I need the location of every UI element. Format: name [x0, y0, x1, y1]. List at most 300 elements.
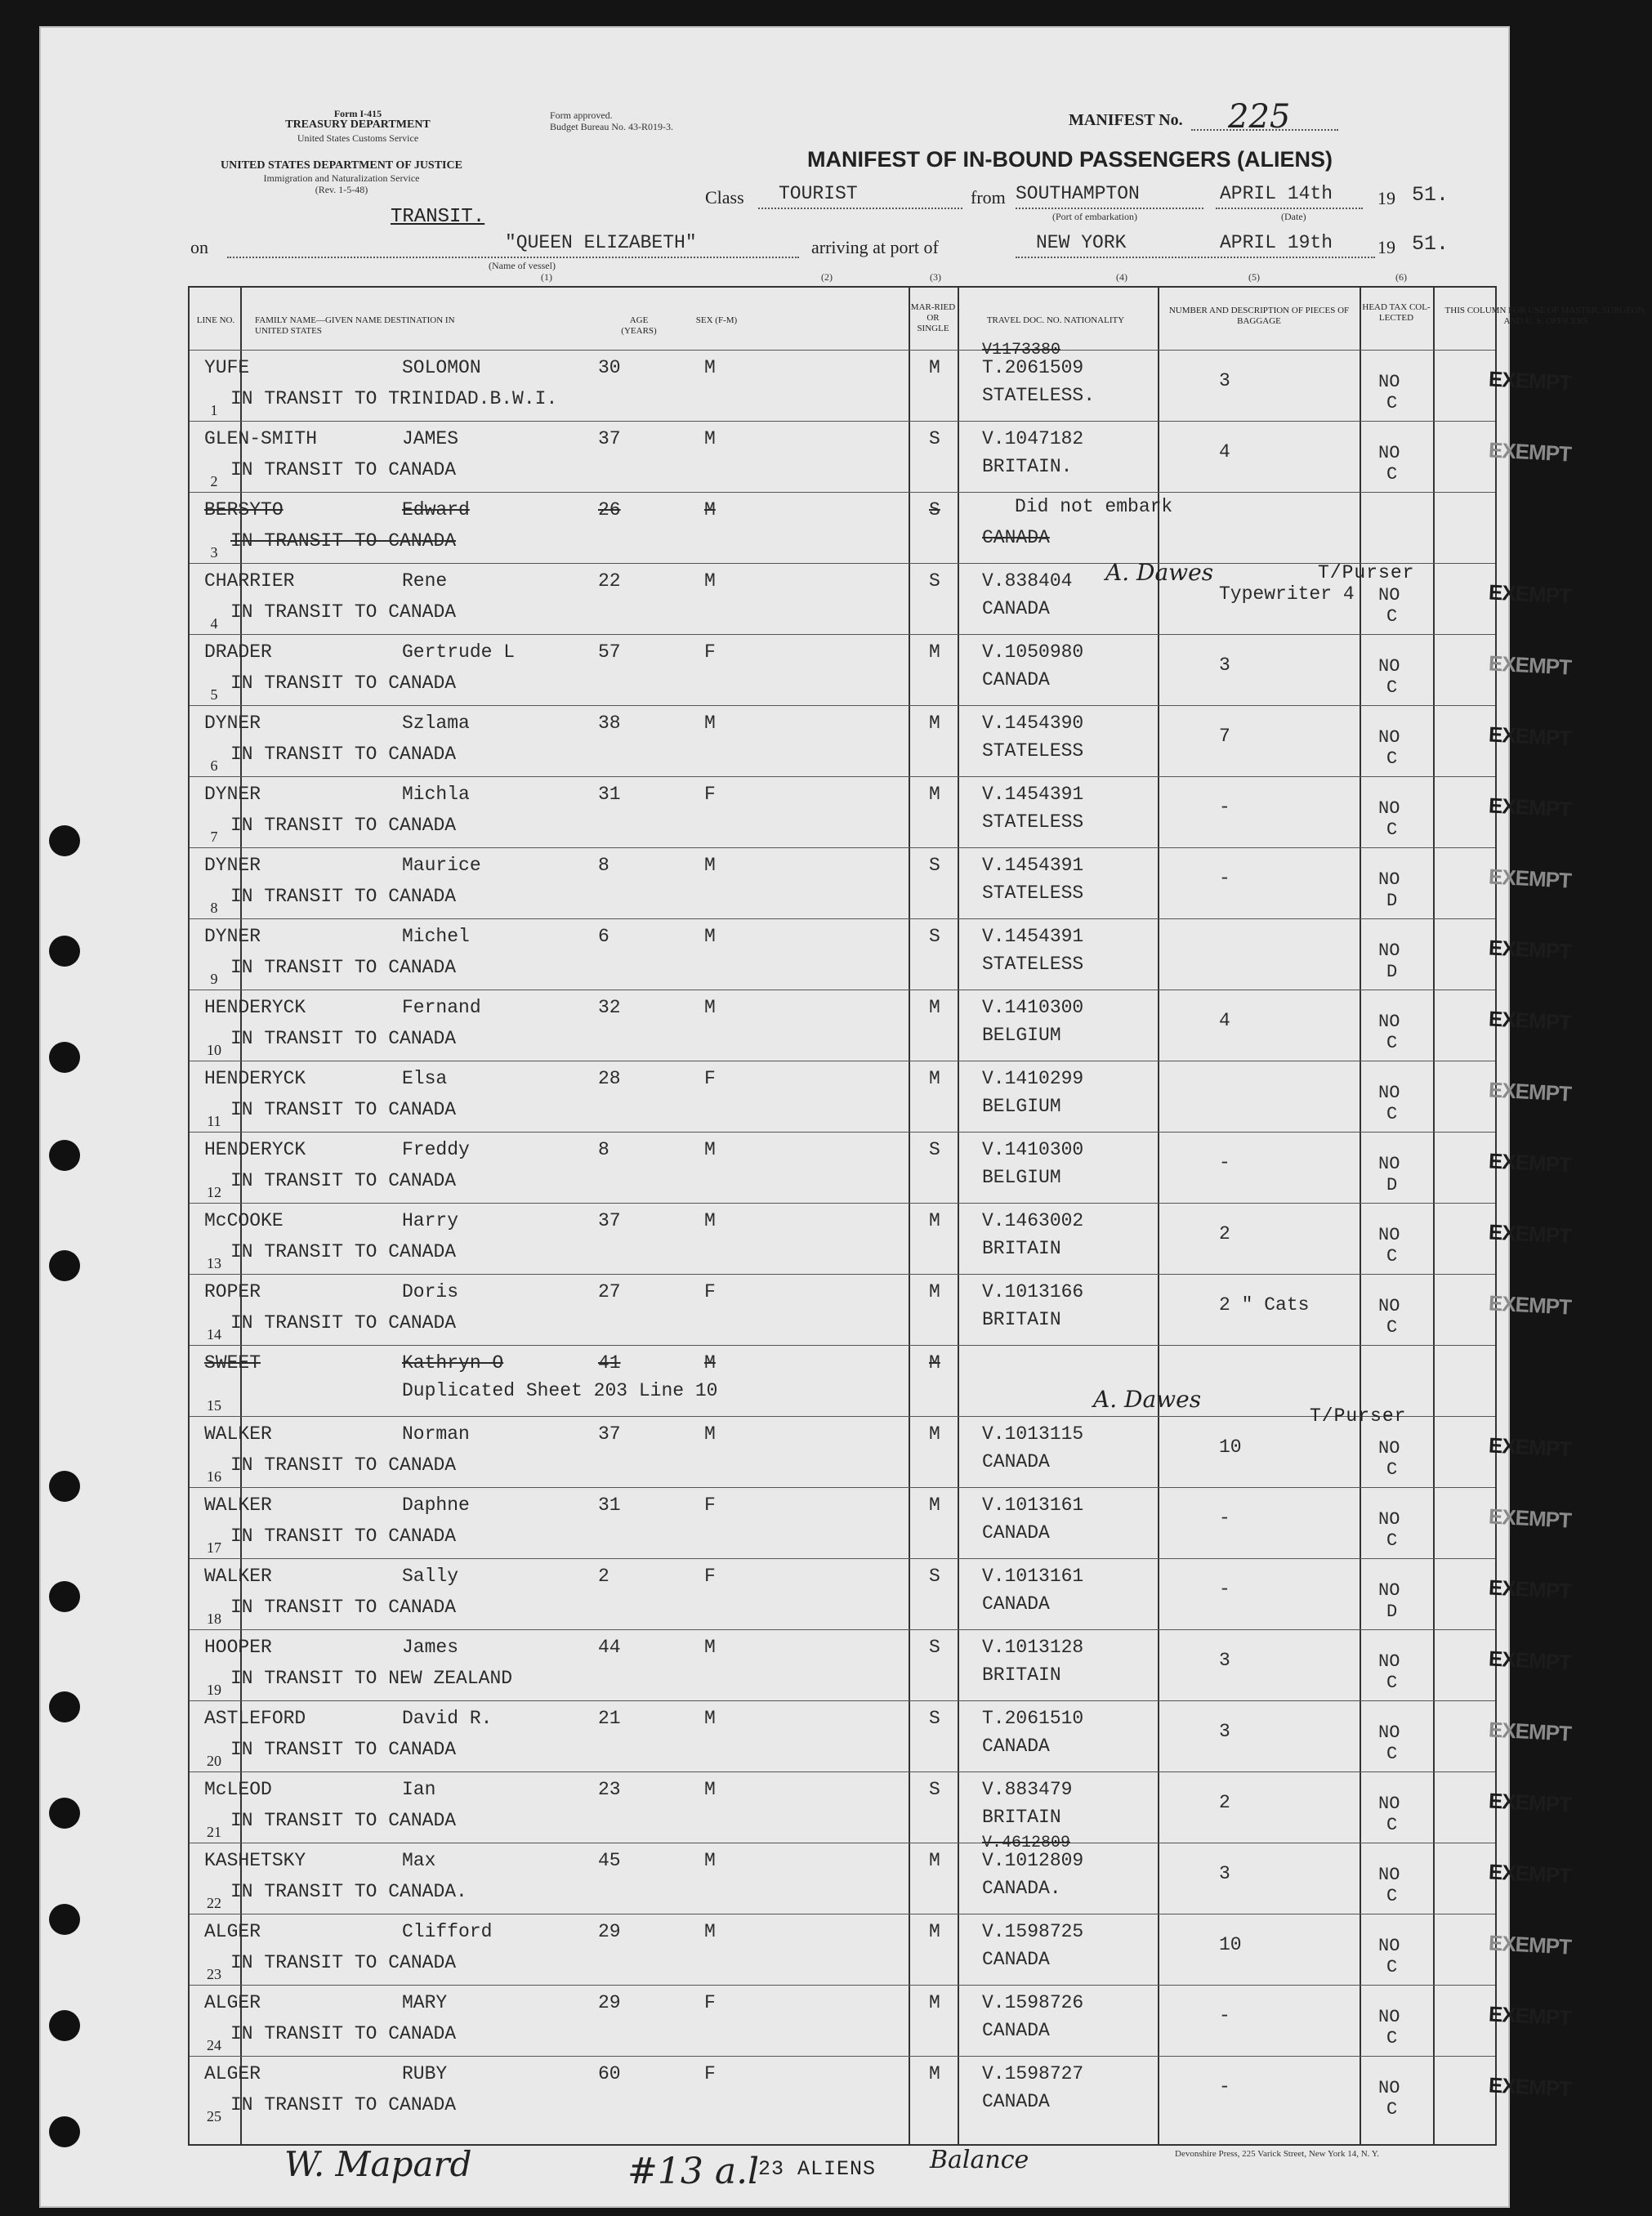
- given-name: Doris: [402, 1281, 459, 1302]
- nationality: CANADA: [982, 2091, 1050, 2112]
- marital-status: M: [929, 1992, 940, 2013]
- age: 8: [598, 1139, 609, 1160]
- from-label: from: [971, 187, 1006, 208]
- nationality: BELGIUM: [982, 1167, 1061, 1188]
- line-number: 1: [210, 402, 218, 418]
- col-header-doc: TRAVEL DOC. NO. NATIONALITY: [986, 315, 1125, 325]
- baggage: -: [1219, 797, 1230, 818]
- line-number: 20: [207, 1753, 221, 1769]
- table-row: [190, 634, 1572, 707]
- destination: IN TRANSIT TO TRINIDAD.B.W.I.: [230, 388, 558, 409]
- class-value: TOURIST: [779, 183, 858, 204]
- baggage: -: [1219, 868, 1230, 889]
- marital-status: S: [929, 428, 940, 449]
- head-tax-code: C: [1386, 1104, 1398, 1124]
- age: 31: [598, 784, 621, 805]
- destination: IN TRANSIT TO CANADA: [230, 1952, 457, 1973]
- age: 29: [598, 1992, 621, 2013]
- destination: IN TRANSIT TO CANADA: [230, 1028, 457, 1049]
- head-tax-code: C: [1386, 2099, 1398, 2120]
- given-name: Ian: [402, 1779, 436, 1800]
- col-header-sex: SEX (F-M): [695, 315, 738, 325]
- head-tax: NO: [1378, 2007, 1400, 2027]
- table-row: [190, 563, 1572, 636]
- sex: F: [704, 641, 716, 663]
- baggage: 4: [1219, 1010, 1230, 1031]
- baggage: -: [1219, 1579, 1230, 1600]
- family-name: McCOOKE: [204, 1210, 284, 1231]
- travel-doc-old: V.4612809: [982, 1834, 1071, 1852]
- head-tax: NO: [1378, 1722, 1400, 1743]
- purser-label-2: T/Purser: [1310, 1405, 1407, 1427]
- col-number-2: (2): [821, 271, 833, 283]
- marital-status: S: [929, 1637, 940, 1658]
- line-number: 13: [207, 1255, 221, 1271]
- head-tax-code: C: [1386, 1033, 1398, 1053]
- travel-doc: V.1050980: [982, 641, 1084, 663]
- sex: F: [704, 2063, 716, 2084]
- line-number: 18: [207, 1611, 221, 1627]
- travel-doc: V.838404: [982, 570, 1073, 592]
- sex: M: [704, 1637, 716, 1658]
- table-row: [190, 1132, 1572, 1204]
- officer-stamp: EXEMPT: [1488, 579, 1572, 609]
- manifest-number: 225: [1228, 98, 1291, 136]
- line-number: 3: [210, 544, 218, 561]
- given-name: Max: [402, 1850, 436, 1871]
- head-tax-code: C: [1386, 1673, 1398, 1693]
- marital-status: M: [929, 641, 940, 663]
- line-number: 24: [207, 2037, 221, 2053]
- ins: Immigration and Naturalization Service: [263, 172, 420, 184]
- nationality: CANADA: [982, 669, 1050, 690]
- line-number: 9: [210, 971, 218, 987]
- sex: M: [704, 1423, 716, 1445]
- age: 6: [598, 926, 609, 947]
- nationality: BRITAIN.: [982, 456, 1073, 477]
- destination: IN TRANSIT TO CANADA: [230, 1241, 457, 1262]
- officer-stamp: EXEMPT: [1488, 1575, 1572, 1604]
- table-row: [190, 1914, 1572, 1986]
- table-row: [190, 2056, 1572, 2129]
- marital-status: M: [929, 2063, 940, 2084]
- col-number-4: (4): [1116, 271, 1127, 283]
- treasury-dept: TREASURY DEPARTMENT: [285, 118, 431, 131]
- age: 37: [598, 428, 621, 449]
- handwritten-balance: Balance: [930, 2146, 1029, 2174]
- age: 21: [598, 1708, 621, 1729]
- line-number: 17: [207, 1539, 221, 1556]
- travel-doc: V.1410299: [982, 1068, 1084, 1089]
- head-tax: NO: [1378, 585, 1400, 605]
- head-tax-code: C: [1386, 1886, 1398, 1906]
- head-tax-code: D: [1386, 1602, 1398, 1622]
- given-name: Maurice: [402, 855, 481, 876]
- sex: M: [704, 926, 716, 947]
- family-name: WALKER: [204, 1566, 272, 1587]
- line-number: 25: [207, 2108, 221, 2124]
- officer-stamp: EXEMPT: [1488, 1859, 1572, 1888]
- purser-label-1: T/Purser: [1318, 562, 1415, 583]
- baggage: 2 " Cats: [1219, 1294, 1310, 1316]
- travel-doc: V.1454391: [982, 855, 1084, 876]
- baggage: 3: [1219, 1650, 1230, 1671]
- table-row: [190, 918, 1572, 991]
- manifest-sheet: [39, 26, 1647, 2208]
- table-row: [190, 1629, 1572, 1702]
- nationality: STATELESS.: [982, 385, 1096, 406]
- travel-doc: V.1410300: [982, 997, 1084, 1018]
- baggage: 10: [1219, 1436, 1242, 1458]
- travel-doc: T.2061509: [982, 357, 1084, 378]
- family-name: ROPER: [204, 1281, 261, 1302]
- age: 29: [598, 1921, 621, 1942]
- nationality: BRITAIN: [982, 1238, 1061, 1259]
- given-name: Gertrude L: [402, 641, 516, 663]
- family-name: HOOPER: [204, 1637, 272, 1658]
- travel-doc: V.1454391: [982, 784, 1084, 805]
- table-row: [190, 421, 1572, 494]
- marital-status: S: [929, 1708, 940, 1729]
- marital-status: M: [929, 1850, 940, 1871]
- col-number-6: (6): [1395, 271, 1407, 283]
- table-row: [190, 492, 1495, 565]
- destination: IN TRANSIT TO CANADA: [230, 1526, 457, 1547]
- marital-status: M: [929, 784, 940, 805]
- table-row: [190, 1558, 1572, 1631]
- destination: IN TRANSIT TO CANADA: [230, 957, 457, 978]
- officer-stamp: EXEMPT: [1488, 1077, 1572, 1106]
- officer-stamp: EXEMPT: [1488, 1432, 1572, 1462]
- punch-hole: [49, 1471, 80, 1502]
- marital-status: S: [929, 499, 940, 520]
- line-number: 19: [207, 1682, 221, 1698]
- sex: M: [704, 1850, 716, 1871]
- table-row: [190, 847, 1572, 920]
- table-row: [190, 1985, 1572, 2057]
- year-prefix-1: 19: [1377, 188, 1395, 208]
- family-name: GLEN-SMITH: [204, 428, 318, 449]
- head-tax: NO: [1378, 1438, 1400, 1459]
- punch-hole: [49, 1581, 80, 1612]
- travel-doc: V.1598726: [982, 1992, 1084, 2013]
- col-header-married: MAR-RIED OR SINGLE: [910, 302, 956, 333]
- officer-stamp: EXEMPT: [1488, 437, 1572, 467]
- travel-doc: V.1013161: [982, 1566, 1084, 1587]
- head-tax: NO: [1378, 940, 1400, 961]
- sex: F: [704, 784, 716, 805]
- head-tax: NO: [1378, 1865, 1400, 1885]
- given-name: RUBY: [402, 2063, 448, 2084]
- sex: F: [704, 1992, 716, 2013]
- travel-doc-old: V1173380: [982, 341, 1061, 360]
- destination: IN TRANSIT TO CANADA: [230, 459, 457, 480]
- destination: IN TRANSIT TO CANADA: [230, 1454, 457, 1476]
- line-number: 7: [210, 829, 218, 845]
- baggage: -: [1219, 2005, 1230, 2026]
- baggage: 4: [1219, 441, 1230, 462]
- head-tax: NO: [1378, 1936, 1400, 1956]
- nationality: CANADA: [982, 1451, 1050, 1472]
- nationality: CANADA: [982, 527, 1050, 548]
- destination: IN TRANSIT TO CANADA: [230, 1597, 457, 1618]
- head-tax: NO: [1378, 869, 1400, 890]
- head-tax-code: C: [1386, 1957, 1398, 1977]
- sex: M: [704, 1139, 716, 1160]
- travel-doc: V.1013128: [982, 1637, 1084, 1658]
- passenger-table: [188, 286, 1647, 2146]
- line-number: 14: [207, 1326, 221, 1343]
- table-row: [190, 341, 1572, 422]
- given-name: David R.: [402, 1708, 493, 1729]
- nationality: BRITAIN: [982, 1807, 1061, 1828]
- given-name: Daphne: [402, 1494, 470, 1516]
- head-tax: NO: [1378, 443, 1400, 463]
- given-name: Szlama: [402, 713, 470, 734]
- punch-hole: [49, 1140, 80, 1171]
- punch-hole: [49, 2010, 80, 2041]
- destination: IN TRANSIT TO CANADA: [230, 601, 457, 623]
- destination: IN TRANSIT TO CANADA: [230, 1312, 457, 1334]
- age: 60: [598, 2063, 621, 2084]
- destination: IN TRANSIT TO CANADA: [230, 815, 457, 836]
- on-label: on: [190, 237, 208, 257]
- col-number-1: (1): [541, 271, 552, 283]
- line-number: 11: [207, 1113, 221, 1129]
- marital-status: M: [929, 713, 940, 734]
- officer-stamp: EXEMPT: [1488, 1006, 1572, 1035]
- officer-stamp: EXEMPT: [1488, 1503, 1572, 1533]
- table-row: [190, 1345, 1495, 1418]
- given-name: Harry: [402, 1210, 459, 1231]
- officer-stamp: EXEMPT: [1488, 793, 1572, 822]
- manifest-label: MANIFEST No.: [1069, 111, 1183, 129]
- officer-stamp: EXEMPT: [1488, 1646, 1572, 1675]
- punch-hole: [49, 1042, 80, 1073]
- officer-stamp: EXEMPT: [1488, 864, 1572, 893]
- destination: IN TRANSIT TO NEW ZEALAND: [230, 1668, 513, 1689]
- family-name: SWEET: [204, 1352, 261, 1374]
- head-tax-code: C: [1386, 677, 1398, 698]
- class-label: Class: [705, 187, 744, 208]
- baggage: 3: [1219, 655, 1230, 676]
- marital-status: M: [929, 1210, 940, 1231]
- officer-stamp: EXEMPT: [1488, 1788, 1572, 1817]
- line-number: 10: [207, 1042, 221, 1058]
- head-tax-code: C: [1386, 1815, 1398, 1835]
- sex: M: [704, 855, 716, 876]
- destination: IN TRANSIT TO CANADA: [230, 672, 457, 694]
- given-name: Norman: [402, 1423, 470, 1445]
- marital-status: M: [929, 997, 940, 1018]
- nationality: STATELESS: [982, 954, 1084, 975]
- head-tax-code: C: [1386, 1530, 1398, 1551]
- age: 37: [598, 1210, 621, 1231]
- baggage: 2: [1219, 1223, 1230, 1244]
- form-number: Form I-415: [333, 108, 382, 119]
- baggage: 7: [1219, 726, 1230, 747]
- col-header-age: AGE (YEARS): [621, 315, 657, 336]
- officer-stamp: EXEMPT: [1488, 722, 1572, 751]
- line-number: 21: [207, 1824, 221, 1840]
- family-name: ALGER: [204, 1921, 261, 1942]
- head-tax-code: C: [1386, 748, 1398, 769]
- head-tax-code: C: [1386, 606, 1398, 627]
- given-name: Sally: [402, 1566, 459, 1587]
- col-header-headtax: HEAD TAX COL-LECTED: [1362, 302, 1431, 323]
- line-number: 16: [207, 1468, 221, 1485]
- line-number: 23: [207, 1966, 221, 1982]
- head-tax: NO: [1378, 1794, 1400, 1814]
- budget-bureau: Budget Bureau No. 43-R019-3.: [550, 121, 673, 132]
- head-tax: NO: [1378, 1296, 1400, 1316]
- note: Duplicated Sheet 203 Line 10: [402, 1380, 718, 1401]
- marital-status: M: [929, 1423, 940, 1445]
- destination: IN TRANSIT TO CANADA.: [230, 1881, 467, 1902]
- family-name: DYNER: [204, 713, 261, 734]
- sex: F: [704, 1494, 716, 1516]
- family-name: HENDERYCK: [204, 1139, 306, 1160]
- marital-status: S: [929, 1779, 940, 1800]
- family-name: YUFE: [204, 357, 250, 378]
- sex: M: [704, 1921, 716, 1942]
- punch-hole: [49, 2116, 80, 2147]
- marital-status: S: [929, 570, 940, 592]
- baggage: -: [1219, 1508, 1230, 1529]
- travel-doc: V.1463002: [982, 1210, 1084, 1231]
- age: 41: [598, 1352, 621, 1374]
- date-caption: (Date): [1281, 211, 1306, 222]
- sex: F: [704, 1068, 716, 1089]
- travel-doc: T.2061510: [982, 1708, 1084, 1729]
- table-row: [190, 705, 1572, 778]
- given-name: Fernand: [402, 997, 481, 1018]
- travel-doc: V.1013115: [982, 1423, 1084, 1445]
- nationality: CANADA: [982, 1949, 1050, 1970]
- age: 27: [598, 1281, 621, 1302]
- head-tax: NO: [1378, 1509, 1400, 1530]
- age: 31: [598, 1494, 621, 1516]
- nationality: BRITAIN: [982, 1664, 1061, 1686]
- family-name: DYNER: [204, 784, 261, 805]
- baggage: 2: [1219, 1792, 1230, 1813]
- travel-doc: V.1013166: [982, 1281, 1084, 1302]
- travel-doc: V.1047182: [982, 428, 1084, 449]
- sex: F: [704, 1281, 716, 1302]
- table-row: [190, 1487, 1572, 1560]
- sex: M: [704, 713, 716, 734]
- baggage: 3: [1219, 370, 1230, 391]
- destination: IN TRANSIT TO CANADA: [230, 1170, 457, 1191]
- line-number: 5: [210, 686, 218, 703]
- head-tax-code: C: [1386, 820, 1398, 840]
- head-tax: NO: [1378, 656, 1400, 677]
- officer-stamp: EXEMPT: [1488, 1290, 1572, 1320]
- punch-hole: [49, 825, 80, 856]
- baggage: 3: [1219, 1863, 1230, 1884]
- head-tax-code: C: [1386, 464, 1398, 485]
- year-prefix-2: 19: [1377, 237, 1395, 257]
- head-tax: NO: [1378, 1154, 1400, 1174]
- travel-doc: V.1012809: [982, 1850, 1084, 1871]
- family-name: HENDERYCK: [204, 1068, 306, 1089]
- head-tax: NO: [1378, 727, 1400, 748]
- age: 57: [598, 641, 621, 663]
- age: 28: [598, 1068, 621, 1089]
- family-name: HENDERYCK: [204, 997, 306, 1018]
- travel-doc: V.1410300: [982, 1139, 1084, 1160]
- baggage: Typewriter 4: [1219, 583, 1355, 605]
- destination: IN TRANSIT TO CANADA: [230, 744, 457, 765]
- family-name: McLEOD: [204, 1779, 272, 1800]
- table-row: [190, 1700, 1572, 1773]
- vessel-caption: (Name of vessel): [489, 260, 556, 271]
- family-name: ALGER: [204, 1992, 261, 2013]
- sex: M: [704, 997, 716, 1018]
- sex: M: [704, 357, 716, 378]
- officer-stamp: EXEMPT: [1488, 1930, 1572, 1959]
- nationality: CANADA: [982, 2020, 1050, 2041]
- head-tax: NO: [1378, 372, 1400, 392]
- given-name: Elsa: [402, 1068, 448, 1089]
- depart-date: APRIL 14th: [1220, 183, 1333, 204]
- col-number-3: (3): [930, 271, 941, 283]
- head-tax-code: D: [1386, 891, 1398, 911]
- purser-signature-1: A. Dawes: [1105, 559, 1214, 586]
- table-row: [190, 1834, 1572, 1915]
- given-name: Michel: [402, 926, 470, 947]
- given-name: JAMES: [402, 428, 459, 449]
- destination: IN TRANSIT TO CANADA: [230, 530, 457, 552]
- table-row: [190, 1061, 1572, 1133]
- officer-stamp: EXEMPT: [1488, 935, 1572, 964]
- col-header-name: FAMILY NAME—GIVEN NAME DESTINATION IN UNITED STATES: [255, 315, 455, 336]
- head-tax: NO: [1378, 1225, 1400, 1245]
- given-name: Edward: [402, 499, 470, 520]
- port-embark-caption: (Port of embarkation): [1052, 211, 1137, 222]
- officer-stamp: EXEMPT: [1488, 1148, 1572, 1177]
- head-tax: NO: [1378, 798, 1400, 819]
- given-name: MARY: [402, 1992, 448, 2013]
- destination: IN TRANSIT TO CANADA: [230, 1099, 457, 1120]
- family-name: ALGER: [204, 2063, 261, 2084]
- marital-status: M: [929, 1068, 940, 1089]
- marital-status: S: [929, 1139, 940, 1160]
- baggage: 10: [1219, 1934, 1242, 1955]
- head-tax: NO: [1378, 1083, 1400, 1103]
- baggage: -: [1219, 2076, 1230, 2098]
- arrival-date: APRIL 19th: [1220, 232, 1333, 253]
- age: 8: [598, 855, 609, 876]
- head-tax-code: C: [1386, 2028, 1398, 2048]
- from-value: SOUTHAMPTON: [1016, 183, 1140, 204]
- col-header-officers: THIS COLUMN FOR USE OF MASTER, SURGEON, AND U. S. OFFICERS: [1444, 306, 1647, 326]
- age: 22: [598, 570, 621, 592]
- marital-status: S: [929, 855, 940, 876]
- line-number: 4: [210, 615, 218, 632]
- nationality: CANADA: [982, 1593, 1050, 1615]
- family-name: WALKER: [204, 1494, 272, 1516]
- nationality: CANADA: [982, 598, 1050, 619]
- table-row: [190, 1274, 1572, 1347]
- year-2: 51.: [1412, 232, 1449, 256]
- family-name: WALKER: [204, 1423, 272, 1445]
- punch-hole: [49, 1691, 80, 1722]
- given-name: Rene: [402, 570, 448, 592]
- sex: M: [704, 1708, 716, 1729]
- family-name: BERSYTO: [204, 499, 284, 520]
- given-name: Kathryn O: [402, 1352, 504, 1374]
